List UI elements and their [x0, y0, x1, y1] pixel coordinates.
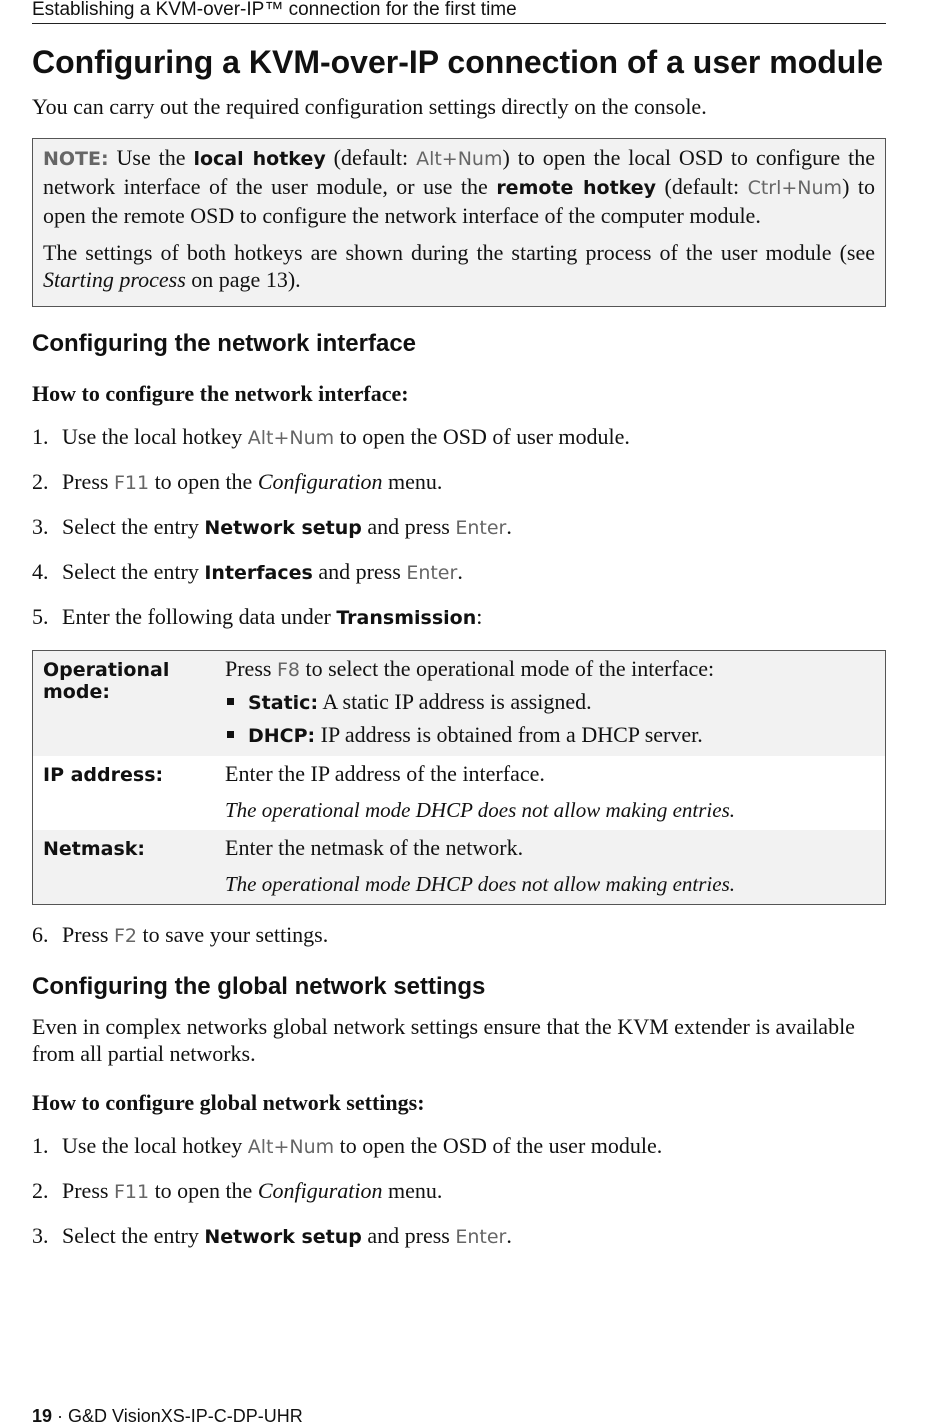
- manual-page: [32, 0, 886, 1251]
- step-item: [32, 468, 886, 497]
- note-paragraph-2: [43, 239, 875, 293]
- param-label: Operational mode:: [33, 651, 216, 757]
- step-number: 5.: [32, 604, 49, 629]
- note-text: (default:: [325, 145, 417, 170]
- note-label: NOTE:: [43, 148, 109, 170]
- step-text: Press F2 to save your settings.: [62, 922, 329, 947]
- note-text: Use the: [108, 145, 194, 170]
- step-item: [32, 423, 886, 452]
- list-item: Static: A static IP address is assigned.: [225, 688, 875, 717]
- param-description: Enter the IP address of the interface. The operational mode DHCP does not allow making entries.: [215, 756, 886, 830]
- page-title: Configuring a KVM-over-IP connection of a user module: [32, 44, 884, 80]
- step-item: [32, 1222, 886, 1251]
- param-note: The operational mode DHCP does not allow making entries.: [225, 872, 735, 896]
- step-item: [32, 558, 886, 587]
- steps-network-interface-continued: [32, 921, 886, 950]
- step-number: 6.: [32, 922, 49, 947]
- steps-network-interface: [32, 423, 886, 632]
- running-head: Establishing a KVM-over-IP™ connection for the first time: [32, 0, 886, 24]
- note-text: ) to open the remote OSD to configure the network interface of the computer module.: [43, 174, 875, 228]
- note-text: The settings of both hotkeys are shown during the starting process of the user module (see: [43, 240, 875, 265]
- param-label: Netmask:: [33, 830, 216, 905]
- note-text: ) to open the local OSD to configure the network interface of the user module, or use the: [43, 145, 875, 199]
- step-number: 4.: [32, 559, 49, 584]
- cross-reference: Starting process: [43, 267, 186, 292]
- step-number: 1.: [32, 1133, 49, 1158]
- page-number: 19: [32, 1406, 53, 1426]
- step-number: 3.: [32, 1223, 49, 1248]
- step-text: Select the entry Network setup and press Enter.: [62, 1223, 512, 1248]
- bullet-icon: [227, 698, 234, 705]
- step-text: Use the local hotkey Alt+Num to open the OSD of user module.: [62, 424, 630, 449]
- product-name: G&D VisionXS-IP-C-DP-UHR: [68, 1406, 303, 1426]
- step-text: Use the local hotkey Alt+Num to open the OSD of the user module.: [62, 1133, 663, 1158]
- table-row: [33, 756, 886, 830]
- note-text: on page 13).: [185, 267, 301, 292]
- key-alt-num: Alt+Num: [416, 148, 503, 170]
- local-hotkey-term: local hotkey: [193, 148, 326, 170]
- step-item: [32, 513, 886, 542]
- param-description: Enter the netmask of the network. The operational mode DHCP does not allow making entries.: [215, 830, 886, 905]
- param-label: IP address:: [43, 764, 164, 786]
- key-ctrl-num: Ctrl+Num: [747, 177, 843, 199]
- page-footer: [32, 1405, 303, 1427]
- step-number: 2.: [32, 1178, 49, 1203]
- section-heading-global-network: Configuring the global network settings: [32, 973, 486, 1000]
- note-paragraph-1: [43, 144, 875, 229]
- list-item: DHCP: IP address is obtained from a DHCP server.: [225, 721, 875, 750]
- howto-heading-network-interface: How to configure the network interface:: [32, 381, 409, 406]
- step-text: Select the entry Interfaces and press Enter.: [62, 559, 463, 584]
- note-text: (default:: [656, 174, 748, 199]
- step-item: [32, 1132, 886, 1161]
- intro-paragraph: You can carry out the required configuration settings directly on the console.: [32, 94, 707, 119]
- remote-hotkey-term: remote hotkey: [496, 177, 657, 199]
- param-note: The operational mode DHCP does not allow making entries.: [225, 798, 735, 822]
- step-text: Enter the following data under Transmission:: [62, 604, 483, 629]
- howto-heading-global-network: How to configure global network settings:: [32, 1090, 425, 1115]
- step-item: [32, 921, 886, 950]
- footer-separator: ·: [52, 1406, 69, 1426]
- step-number: 1.: [32, 424, 49, 449]
- table-row: [33, 651, 886, 757]
- step-number: 2.: [32, 469, 49, 494]
- step-number: 3.: [32, 514, 49, 539]
- step-text: Press F11 to open the Configuration menu.: [62, 1178, 443, 1203]
- table-row: [33, 830, 886, 905]
- bullet-icon: [227, 731, 234, 738]
- global-network-intro: Even in complex networks global network settings ensure that the KVM extender is available from all partial networks.: [32, 1014, 855, 1066]
- step-item: [32, 1177, 886, 1206]
- note-box: [32, 138, 886, 307]
- param-description: Press F8 to select the operational mode of the interface: Static: A static IP address is assigned. DHCP: IP address is obtained from a DHCP server.: [215, 651, 886, 757]
- transmission-table: [32, 650, 886, 905]
- steps-global-network: [32, 1132, 886, 1251]
- step-text: Press F11 to open the Configuration menu.: [62, 469, 443, 494]
- step-text: Select the entry Network setup and press Enter.: [62, 514, 512, 539]
- step-item: [32, 603, 886, 632]
- section-heading-network-interface: Configuring the network interface: [32, 330, 417, 357]
